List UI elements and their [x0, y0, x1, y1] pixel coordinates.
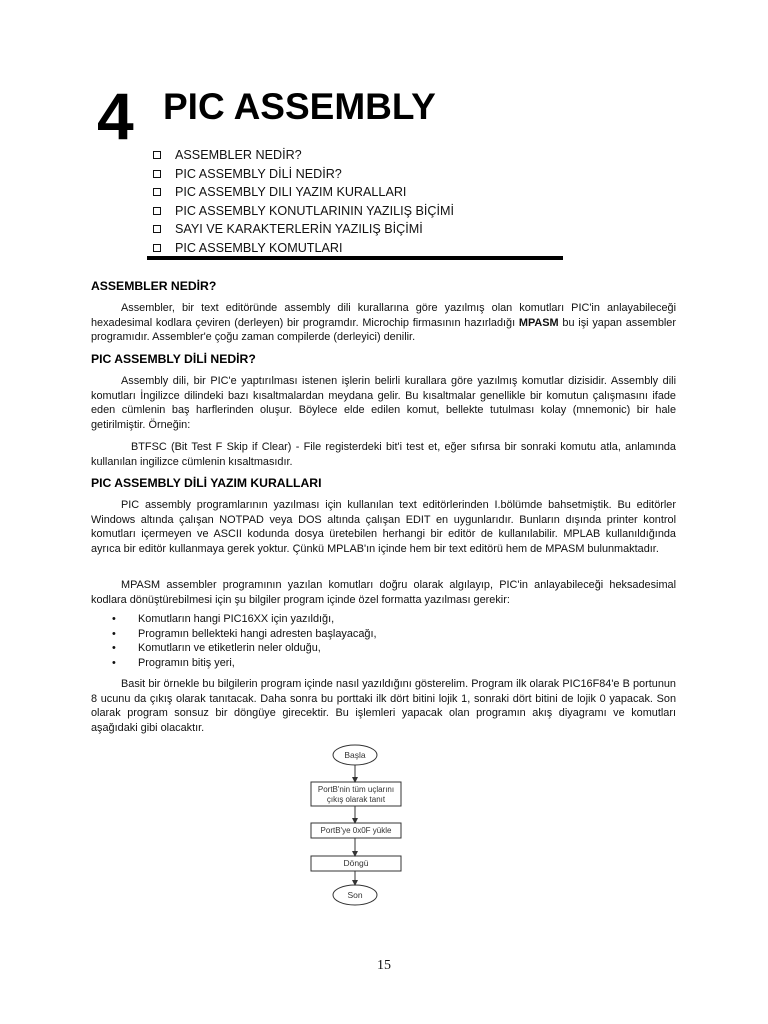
paragraph-example-intro: Basit bir örnekle bu bilgilerin program içinde nasıl yazıldığını gösterelim. Program ilk olarak PIC16F84'e B portunun 8 ucunu da çıkış olarak tanıtacak. Daha sonra bu porttaki ilk dört bitini lojik 1, sonraki dört bitini de lojik 0 yapacak. Son olarak program sonsuz bir döngüye girecektir. Bu işlemleri yapacak olan programın akış diyagramı ve komutları aşağıdaki gibi olacaktır. [91, 678, 676, 734]
section-heading-writing-rules: PIC ASSEMBLY DİLİ YAZIM KURALLARI [91, 476, 322, 490]
checkbox-bullet-icon [153, 151, 161, 159]
checkbox-bullet-icon [153, 244, 161, 252]
list-item: • Komutların ve etiketlerin neler olduğu, [112, 642, 321, 655]
list-item: • Komutların hangi PIC16XX için yazıldığı, [112, 613, 335, 625]
page-number: 15 [377, 958, 391, 973]
checkbox-bullet-icon [153, 188, 161, 196]
section-heading-assembly-language: PIC ASSEMBLY DİLİ NEDİR? [91, 352, 256, 366]
toc-item[interactable]: SAYI VE KARAKTERLERİN YAZILIŞ BİÇİMİ [153, 220, 454, 239]
mpasm-emphasis: MPASM [518, 316, 559, 329]
paragraph-assembler: Assembler, bir text editöründe assembly dili kurallarına göre yazılmış olan komutları PIC'in anlayabileceği hexadesimal kodlara çeviren (derleyen) bir programdır. Microchip firmasının hazırladığı MPASM bu işi yapan assembler programıdır. Assembler'e çoğu zaman compilerde (derleyici) denilir. [91, 302, 676, 344]
paragraph-assembly-language: Assembly dili, bir PIC'e yaptırılması istenen işlerin belirli kurallara göre yazılmış komutlar dizisidir. Assembly dili komutları İngilizce dilindeki bazı kısaltmalardan meydana gelir. Bu kısaltmalar genellikle bir komutun çalışmasını ifade eden cümlenin baş harflerinden oluşur. Böylece elde edilen komut, bellekte tutulması kolay (mnemonic) bir hale getirilmiştir. Örneğin: [91, 375, 676, 431]
header-divider [147, 256, 563, 260]
toc-item[interactable]: PIC ASSEMBLY KONUTLARININ YAZILIŞ BİÇİMİ [153, 202, 454, 221]
checkbox-bullet-icon [153, 207, 161, 215]
toc-item[interactable]: PIC ASSEMBLY DILI YAZIM KURALLARI [153, 183, 454, 202]
toc-item[interactable]: PIC ASSEMBLY DİLİ NEDİR? [153, 165, 454, 184]
section-heading-assembler: ASSEMBLER NEDİR? [91, 279, 217, 293]
chapter-contents-list [153, 146, 454, 257]
bullet-icon: • [112, 627, 116, 640]
list-item: • Programın bellekteki hangi adresten başlayacağı, [112, 627, 377, 640]
bullet-icon: • [112, 642, 116, 655]
paragraph-editors: PIC assembly programlarının yazılması için kullanılan text editörlerinden I.bölümde bahsetmiştik. Bu editörler Windows altında çalışan NOTPAD veya DOS altında çalışan EDIT en uygunlarıdır. Bunların dışında printer kontrol komutları içermeyen ve ASCII kodunda dosya üretebilen herhangi bir editör de kullanılabilir. MPLAB kullanıldığında ayrıca bir editör kullanmaya gerek yoktur. Çünkü MPLAB'ın içinde hem bir text editörü hem de MPASM bulunmaktadır. [91, 499, 676, 555]
paragraph-mpasm-requirements: MPASM assembler programının yazılan komutları doğru olarak algılayıp, PIC'in anlayabileceği heksadesimal kodlara dönüştürebilmesi için şu bilgiler program içinde özel formatta yazılması gerekir: [91, 579, 676, 606]
flowchart [282, 740, 432, 915]
toc-item[interactable]: ASSEMBLER NEDİR? [153, 146, 454, 165]
bullet-icon: • [112, 613, 116, 625]
chapter-title: PIC ASSEMBLY [163, 86, 436, 127]
flow-step-init-label-2: çıkış olarak tanıt [326, 795, 386, 804]
toc-item[interactable]: PIC ASSEMBLY KOMUTLARI [153, 239, 454, 258]
paragraph-btfsc-example: BTFSC (Bit Test F Skip if Clear) - File registerdeki bit'i test et, eğer sıfırsa bir sonraki komutu atla, anlamında kullanılan ingilizce cümlenin kısaltmasıdır. [91, 441, 676, 468]
bullet-icon: • [112, 656, 116, 669]
checkbox-bullet-icon [153, 170, 161, 178]
checkbox-bullet-icon [153, 225, 161, 233]
list-item: • Programın bitiş yeri, [112, 656, 235, 669]
flow-step-init-label-1: PortB'nin tüm uçlarını [317, 785, 395, 794]
chapter-number: 4 [97, 79, 134, 153]
requirements-list [112, 612, 377, 670]
flow-step-load-label: PortB'ye 0x0F yükle [320, 826, 392, 835]
flow-start-label: Başla [344, 750, 366, 760]
flow-end-label: Son [347, 890, 363, 900]
flow-step-loop-label: Döngü [343, 858, 369, 868]
